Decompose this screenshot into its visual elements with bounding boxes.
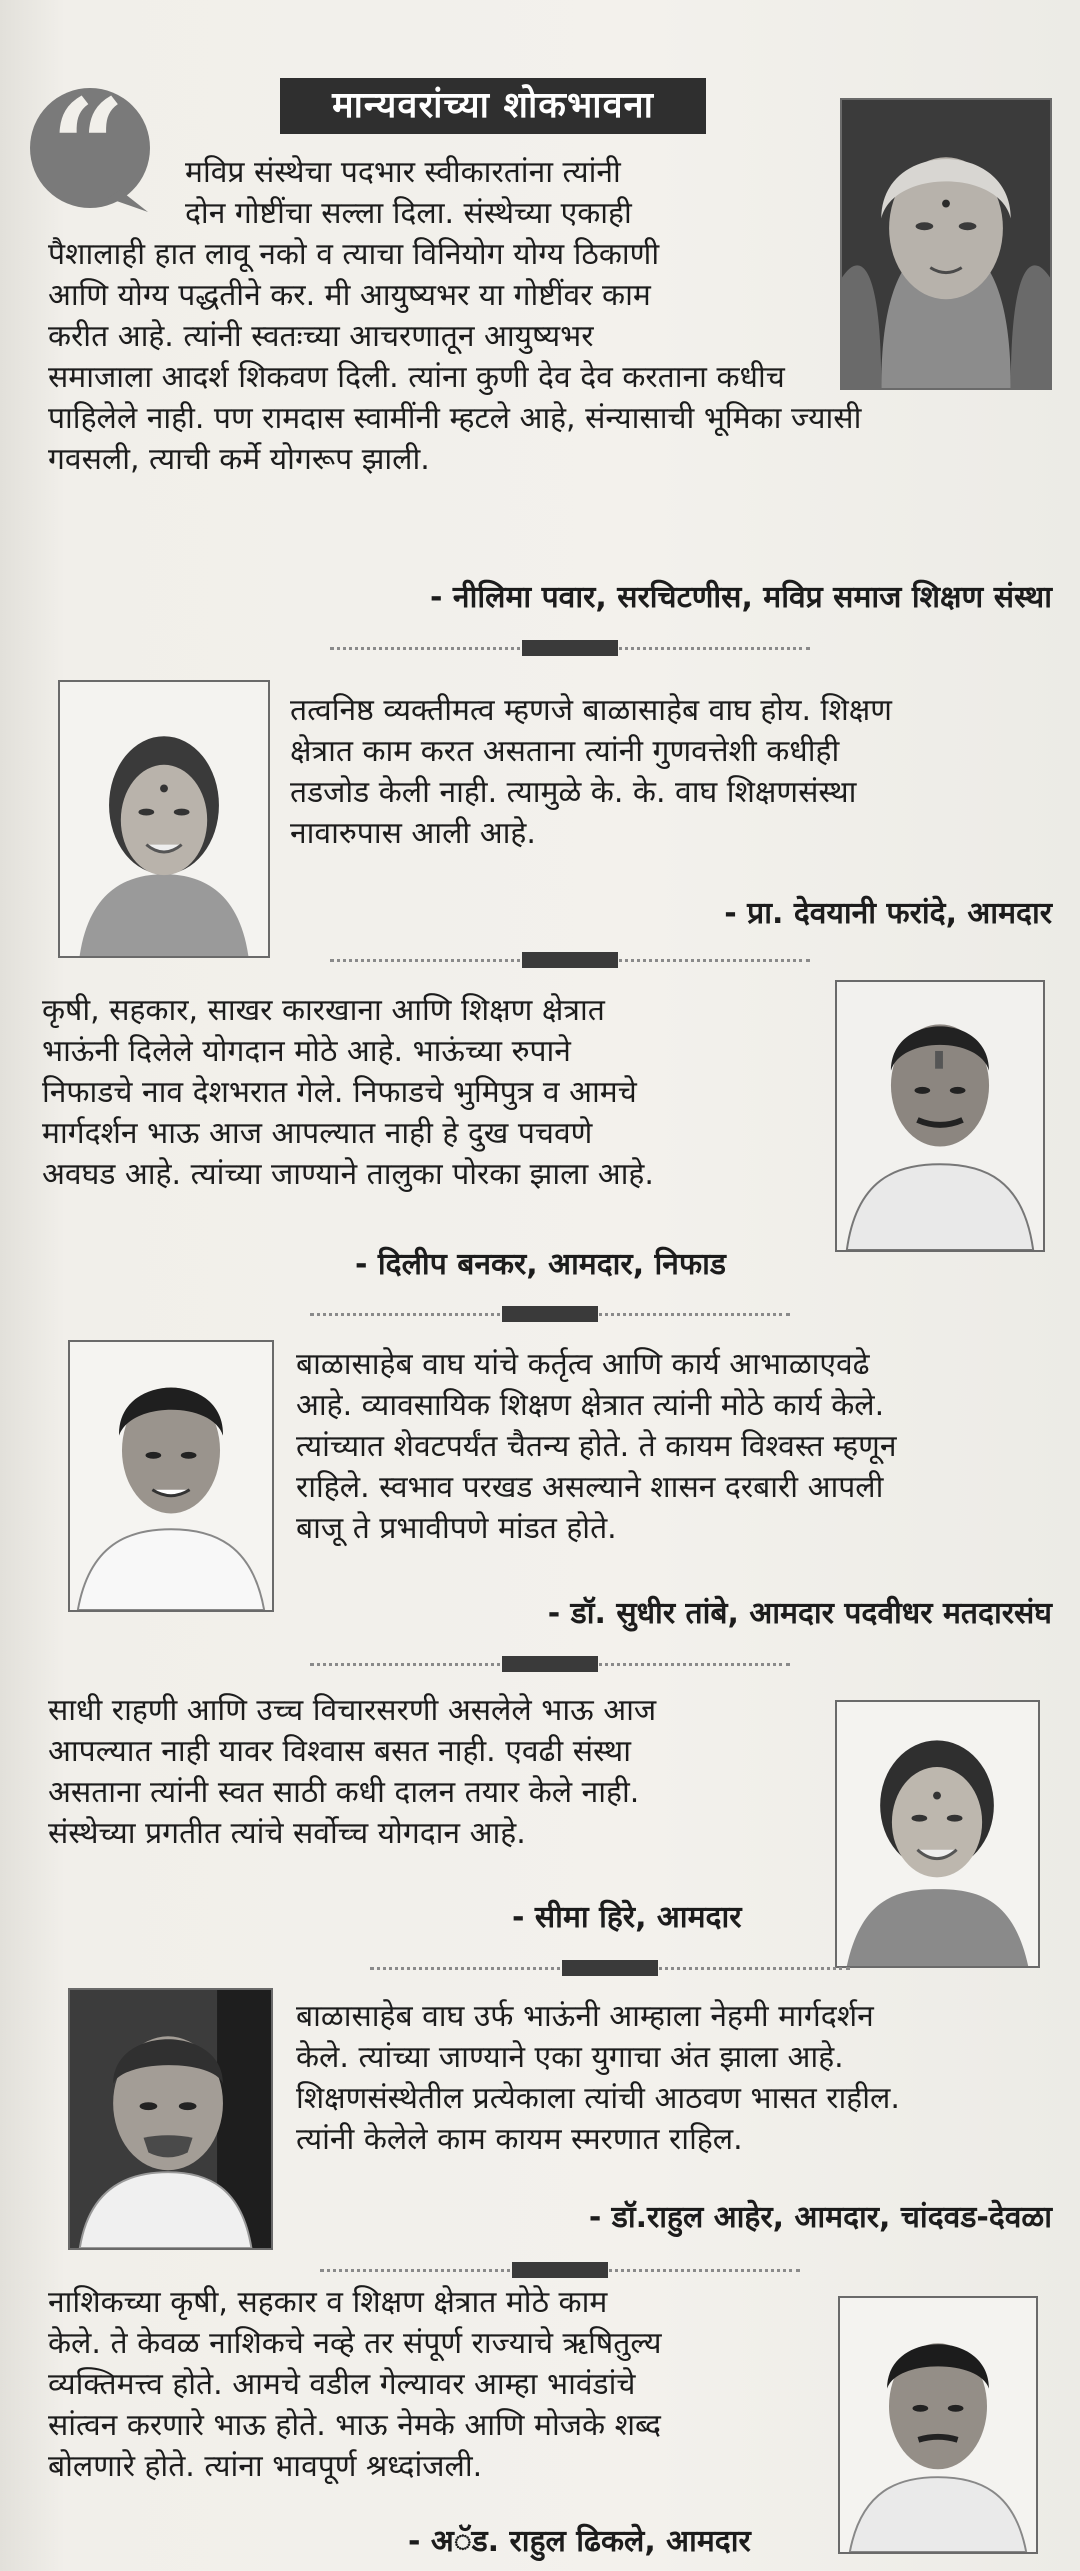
- tribute-text: [42, 990, 822, 1195]
- tribute-text: [290, 690, 1060, 854]
- text-line: मविप्र संस्थेचा पदभार स्वीकारतांना त्यांनी: [185, 155, 621, 190]
- text-line: कृषी, सहकार, साखर कारखाना आणि शिक्षण क्षेत्रात: [42, 993, 605, 1028]
- text-line: बाळासाहेब वाघ यांचे कर्तृत्व आणि कार्य आभाळाएवढे: [296, 1347, 870, 1382]
- tribute-text: [48, 357, 1058, 480]
- text-line: दोन गोष्टींचा सल्ला दिला. संस्थेच्या एकाही: [185, 196, 632, 231]
- text-line: संस्थेच्या प्रगतीत त्यांचे सर्वोच्च योगदान आहे.: [48, 1816, 526, 1851]
- tribute-author: - अॅड. राहुल ढिकले, आमदार: [408, 2524, 751, 2559]
- text-line: त्यांनी केलेले काम कायम स्मरणात राहिल.: [296, 2122, 743, 2157]
- photo-devyani-farande: [58, 680, 270, 958]
- photo-dilip-bankar: [835, 980, 1045, 1252]
- text-line: नाशिकच्या कृषी, सहकार व शिक्षण क्षेत्रात मोठे काम: [48, 2285, 608, 2320]
- text-line: गवसली, त्याची कर्मे योगरूप झाली.: [48, 442, 430, 477]
- text-line: क्षेत्रात काम करत असताना त्यांनी गुणवत्तेशी कधीही: [290, 734, 840, 769]
- section-divider: [370, 1960, 850, 1976]
- text-line: आणि योग्य पद्धतीने कर. मी आयुष्यभर या गोष्टींवर काम: [48, 278, 651, 313]
- headline: मान्यवरांच्या शोकभावना: [280, 78, 706, 134]
- photo-sudhir-tambe: [68, 1340, 274, 1612]
- text-line: भाऊंनी दिलेले योगदान मोठे आहे. भाऊंच्या रुपाने: [42, 1034, 571, 1069]
- tribute-text: [296, 1344, 1066, 1549]
- section-divider: [330, 640, 810, 656]
- tribute-author: - सीमा हिरे, आमदार: [512, 1900, 742, 1935]
- text-line: असताना त्यांनी स्वत साठी कधी दालन तयार केले नाही.: [48, 1775, 640, 1810]
- text-line: साधी राहणी आणि उच्च विचारसरणी असलेले भाऊ आज: [48, 1693, 657, 1728]
- section-divider: [310, 1656, 790, 1672]
- text-line: नावारुपास आली आहे.: [290, 816, 536, 851]
- text-line: शिक्षणसंस्थेतील प्रत्येकाला त्यांची आठवण भासत राहील.: [296, 2081, 900, 2116]
- tribute-text: [296, 1996, 1066, 2160]
- text-line: बाळासाहेब वाघ उर्फ भाऊंनी आम्हाला नेहमी मार्गदर्शन: [296, 1999, 874, 2034]
- text-line: समाजाला आदर्श शिकवण दिली. त्यांना कुणी देव देव करताना कधीच: [48, 360, 785, 395]
- text-line: तत्वनिष्ठ व्यक्तीमत्व म्हणजे बाळासाहेब वाघ होय. शिक्षण: [290, 693, 892, 728]
- photo-rahul-dhikle: [838, 2296, 1038, 2554]
- photo-rahul-aher: [68, 1988, 273, 2250]
- tribute-author: - प्रा. देवयानी फरांदे, आमदार: [724, 896, 1052, 931]
- text-line: राहिले. स्वभाव परखड असल्याने शासन दरबारी आपली: [296, 1470, 884, 1505]
- text-line: तडजोड केली नाही. त्यामुळे के. के. वाघ शिक्षणसंस्था: [290, 775, 857, 810]
- text-line: पैशालाही हात लावू नको व त्याचा विनियोग योग्य ठिकाणी: [48, 237, 660, 272]
- section-divider: [310, 1306, 790, 1322]
- text-line: त्यांच्यात शेवटपर्यंत चैतन्य होते. ते कायम विश्वस्त म्हणून: [296, 1429, 897, 1464]
- tribute-author: - दिलीप बनकर, आमदार, निफाड: [355, 1247, 726, 1282]
- tribute-text: [185, 152, 805, 234]
- quote-icon: [20, 80, 160, 220]
- text-line: केले. ते केवळ नाशिकचे नव्हे तर संपूर्ण राज्याचे ऋषितुल्य: [48, 2326, 662, 2361]
- section-divider: [320, 2262, 800, 2278]
- tribute-author: - डॉ.राहुल आहेर, आमदार, चांदवड-देवळा: [588, 2200, 1052, 2235]
- text-line: आपल्यात नाही यावर विश्वास बसत नाही. एवढी संस्था: [48, 1734, 631, 1769]
- text-line: सांत्वन करणारे भाऊ होते. भाऊ नेमके आणि मोजके शब्द: [48, 2408, 661, 2443]
- text-line: व्यक्तिमत्त्व होते. आमचे वडील गेल्यावर आम्हा भावंडांचे: [48, 2367, 636, 2402]
- text-line: मार्गदर्शन भाऊ आज आपल्यात नाही हे दुख पचवणे: [42, 1116, 593, 1151]
- photo-nilima-pawar: [840, 98, 1052, 390]
- text-line: आहे. व्यावसायिक शिक्षण क्षेत्रात त्यांनी मोठे कार्य केले.: [296, 1388, 885, 1423]
- text-line: बोलणारे होते. त्यांना भावपूर्ण श्रध्दांजली.: [48, 2449, 483, 2484]
- tribute-text: [48, 234, 818, 357]
- text-line: निफाडचे नाव देशभरात गेले. निफाडचे भुमिपुत्र व आमचे: [42, 1075, 637, 1110]
- text-line: करीत आहे. त्यांनी स्वतःच्या आचरणातून आयुष्यभर: [48, 319, 594, 354]
- text-line: केले. त्यांच्या जाण्याने एका युगाचा अंत झाला आहे.: [296, 2040, 844, 2075]
- text-line: अवघड आहे. त्यांच्या जाण्याने तालुका पोरका झाला आहे.: [42, 1157, 654, 1192]
- tribute-author: - नीलिमा पवार, सरचिटणीस, मविप्र समाज शिक्षण संस्था: [430, 580, 1052, 615]
- tribute-text: [48, 2282, 848, 2487]
- tribute-author: - डॉ. सुधीर तांबे, आमदार पदवीधर मतदारसंघ: [547, 1596, 1052, 1631]
- photo-seema-hire: [835, 1700, 1040, 1968]
- text-line: बाजू ते प्रभावीपणे मांडत होते.: [296, 1511, 617, 1546]
- section-divider: [330, 952, 810, 968]
- tribute-text: [48, 1690, 828, 1854]
- svg-text:“: “: [50, 80, 126, 220]
- text-line: पाहिलेले नाही. पण रामदास स्वामींनी म्हटले आहे, संन्यासाची भूमिका ज्यासी: [48, 401, 862, 436]
